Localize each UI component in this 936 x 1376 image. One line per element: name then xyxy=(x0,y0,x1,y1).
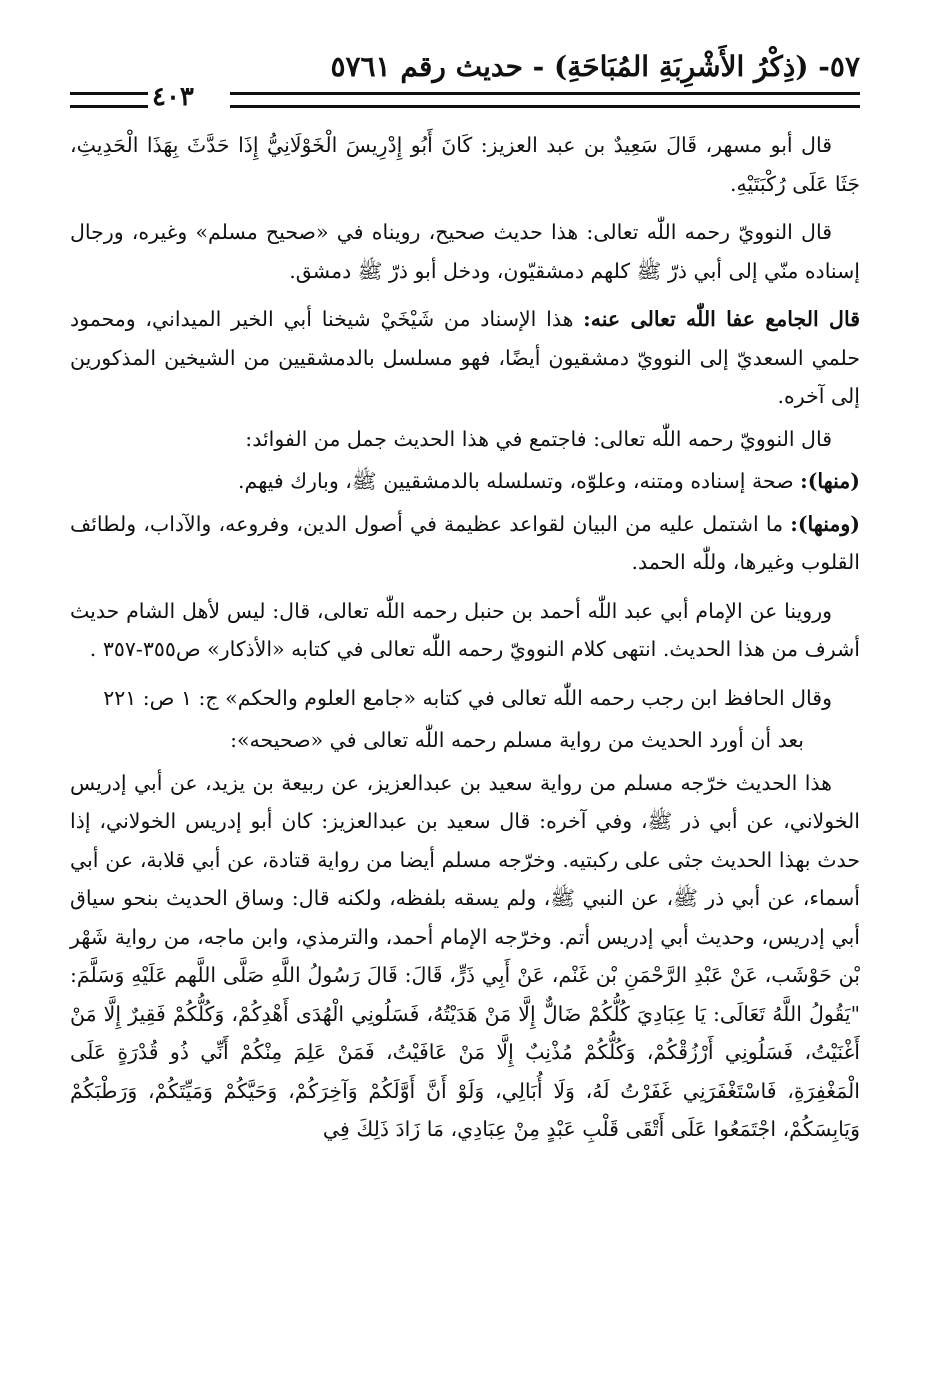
paragraph-lead: قال الجامع عفا اللّٰه تعالى عنه: xyxy=(583,307,860,331)
paragraph: (ومنها): ما اشتمل عليه من البيان لقواعد عظيمة في أصول الدين، وفروعه، والآداب، ولطائف القلوب وغيرها، وللّٰه الحمد. xyxy=(70,511,860,574)
paragraph: (منها): صحة إسناده ومتنه، وعلوّه، وتسلسله بالدمشقيين ﷺ، وبارك فيهم. xyxy=(238,469,860,493)
paragraph: وقال الحافظ ابن رجب رحمه اللّٰه تعالى في كتابه «جامع العلوم والحكم» ج: ١ ص: ٢٢١ xyxy=(103,685,832,710)
page-header xyxy=(70,40,860,110)
paragraph: قال النوويّ رحمه اللّٰه تعالى: هذا حديث صحيح، رويناه في «صحيح مسلم» وغيره، ورجال إسناده منّي إلى أبي ذرّ ﷺ كلهم دمشقيّون، ودخل أبو ذرّ ﷺ دمشق. xyxy=(70,220,860,283)
paragraph: قال النوويّ رحمه اللّٰه تعالى: فاجتمع في هذا الحديث جمل من الفوائد: xyxy=(245,426,832,451)
paragraph: وروينا عن الإمام أبي عبد اللّٰه أحمد بن حنبل رحمه اللّٰه تعالى، قال: ليس لأهل الشام حديث أشرف من هذا الحديث. انتهى كلام النوويّ رحمه اللّٰه تعالى في كتابه «الأذكار» ص٣٥٥-٣٥٧ . xyxy=(70,598,860,661)
paragraph: قال أبو مسهر، قَالَ سَعِيدٌ بن عبد العزيز: كَانَ أَبُو إِدْرِيسَ الْخَوْلَانِيُّ إِذَا حَدَّثَ بِهَذَا الْحَدِيثِ، جَثَا عَلَى رُكْبَتَيْهِ. xyxy=(70,133,860,196)
paragraph-lead: (ومنها): xyxy=(790,511,860,536)
book-page xyxy=(70,40,860,1360)
paragraph: هذا الحديث خرّجه مسلم من رواية سعيد بن عبدالعزيز، عن ربيعة بن يزيد، عن أبي إدريس الخولاني، عن أبي ذر ﷺ، وفي آخره: قال سعيد بن عبدالعزيز: كان أبو إدريس الخولاني، إذا حدث بهذا الحديث جثى على ركبتيه. وخرّجه مسلم أيضا من رواية قتادة، عن أبي قلابة، عن أبي أسماء، عن أبي ذر ﷺ، عن النبي ﷺ، ولم يسقه بلفظه، ولكنه قال: وساق الحديث بنحو سياق أبي إدريس، وحديث أبي إدريس أتم. وخرّجه الإمام أحمد، والترمذي، وابن ماجه، من رواية شَهْر بْن حَوْشَب، عَنْ عَبْدِ الرَّحْمَنِ بْن غَنْم، عَنْ أَبِي ذَرٍّ، قَالَ: قَالَ رَسُولُ اللَّهِ صَلَّى اللَّهم عَلَيْهِ وَسَلَّمَ: "يَقُولُ اللَّهُ تَعَالَى: يَا عِبَادِيَ كُلُّكُمْ ضَالٌّ إِلَّا مَنْ هَدَيْتُهُ، فَسَلُونِي الْهُدَى أَهْدِكُمْ، وَكُلُّكُمْ فَقِيرٌ إِلَّا مَنْ أَغْنَيْتُ، فَسَلُونِي أَرْزُقْكُمْ، وَكُلُّكُمْ مُذْنِبٌ إِلَّا مَنْ عَافَيْتُ، فَمَنْ عَلِمَ مِنْكُمْ أَنِّي ذُو قُدْرَةٍ عَلَى الْمَغْفِرَةِ، فَاسْتَغْفَرَنِي غَفَرْتُ لَهُ، وَلَا أُبَالِي، وَلَوْ أَنَّ أَوَّلَكُمْ وَآخِرَكُمْ، وَحَيَّكُمْ وَمَيِّتَكُمْ، وَرَطْبَكُمْ وَيَابِسَكُمْ، اجْتَمَعُوا عَلَى أَتْقَى قَلْبِ عَبْدٍ مِنْ عِبَادِي، مَا زَادَ ذَلِكَ فِي xyxy=(70,770,860,1141)
header-rule-short xyxy=(70,92,148,108)
body-text xyxy=(70,126,860,1153)
paragraph: بعد أن أورد الحديث من رواية مسلم رحمه اللّٰه تعالى في «صحيحه»: xyxy=(230,728,804,752)
header-rule xyxy=(230,92,860,108)
paragraph: قال الجامع عفا اللّٰه تعالى عنه: هذا الإسناد من شَيْخَيْ شيخنا أبي الخير الميداني، ومحمود حلمي السعديّ إلى النوويّ دمشقيون أيضًا، فهو مسلسل بالدمشقيين من الشيخين المذكورين إلى آخره. xyxy=(70,307,860,408)
paragraph-lead: (منها): xyxy=(800,469,860,493)
chapter-title: ٥٧- (ذِكْرُ الأَشْرِبَةِ المُبَاحَةِ) - حديث رقم ٥٧٦١ xyxy=(330,50,860,83)
page-number: ٤٠٣ xyxy=(152,82,194,112)
